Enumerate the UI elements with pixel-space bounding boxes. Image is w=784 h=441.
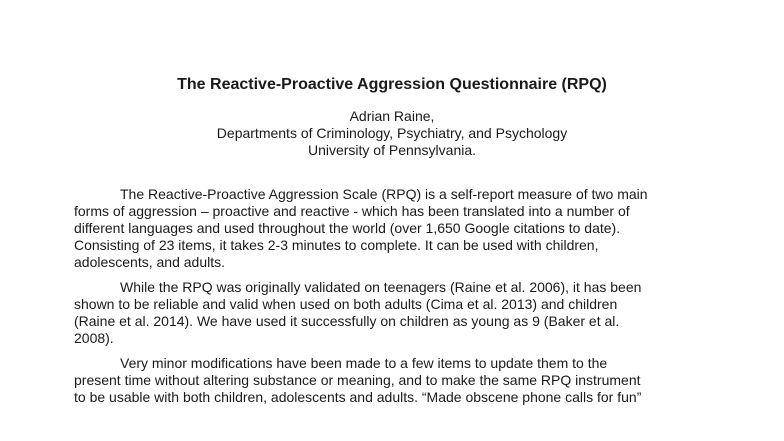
paragraph	[74, 355, 714, 406]
author-name: Adrian Raine,	[349, 108, 435, 124]
paragraph-line: to be usable with both children, adolescents and adults. “Made obscene phone calls for fun”	[74, 389, 642, 405]
author-university: University of Pennsylvania.	[307, 142, 477, 158]
paragraph-line: forms of aggression – proactive and reactive - which has been translated into a number of	[74, 203, 630, 219]
paragraph-line: 2008).	[74, 330, 114, 346]
paragraph-line: present time without altering substance or meaning, and to make the same RPQ instrument	[74, 372, 641, 388]
paragraph-line: While the RPQ was originally validated on teenagers (Raine et al. 2006), it has been	[120, 279, 642, 295]
author-department: Departments of Criminology, Psychiatry, and Psychology	[216, 125, 568, 141]
paragraph-line: (Raine et al. 2014). We have used it successfully on children as young as 9 (Baker et al.	[74, 313, 620, 329]
paragraph-line: The Reactive-Proactive Aggression Scale (RPQ) is a self-report measure of two main	[120, 186, 648, 202]
paragraph	[74, 186, 714, 271]
author-block	[0, 108, 784, 159]
document-title: The Reactive-Proactive Aggression Questionnaire (RPQ)	[177, 76, 607, 93]
paragraph-line: Very minor modifications have been made to a few items to update them to the	[120, 355, 608, 371]
paragraph-line: Consisting of 23 items, it takes 2-3 minutes to complete. It can be used with children,	[74, 237, 599, 253]
paragraph-line: different languages and used throughout the world (over 1,650 Google citations to date).	[74, 220, 621, 236]
paragraph	[74, 279, 714, 347]
paragraph-line: shown to be reliable and valid when used on both adults (Cima et al. 2013) and children	[74, 296, 618, 312]
body-text	[74, 186, 714, 414]
paragraph-line: adolescents, and adults.	[74, 254, 225, 270]
